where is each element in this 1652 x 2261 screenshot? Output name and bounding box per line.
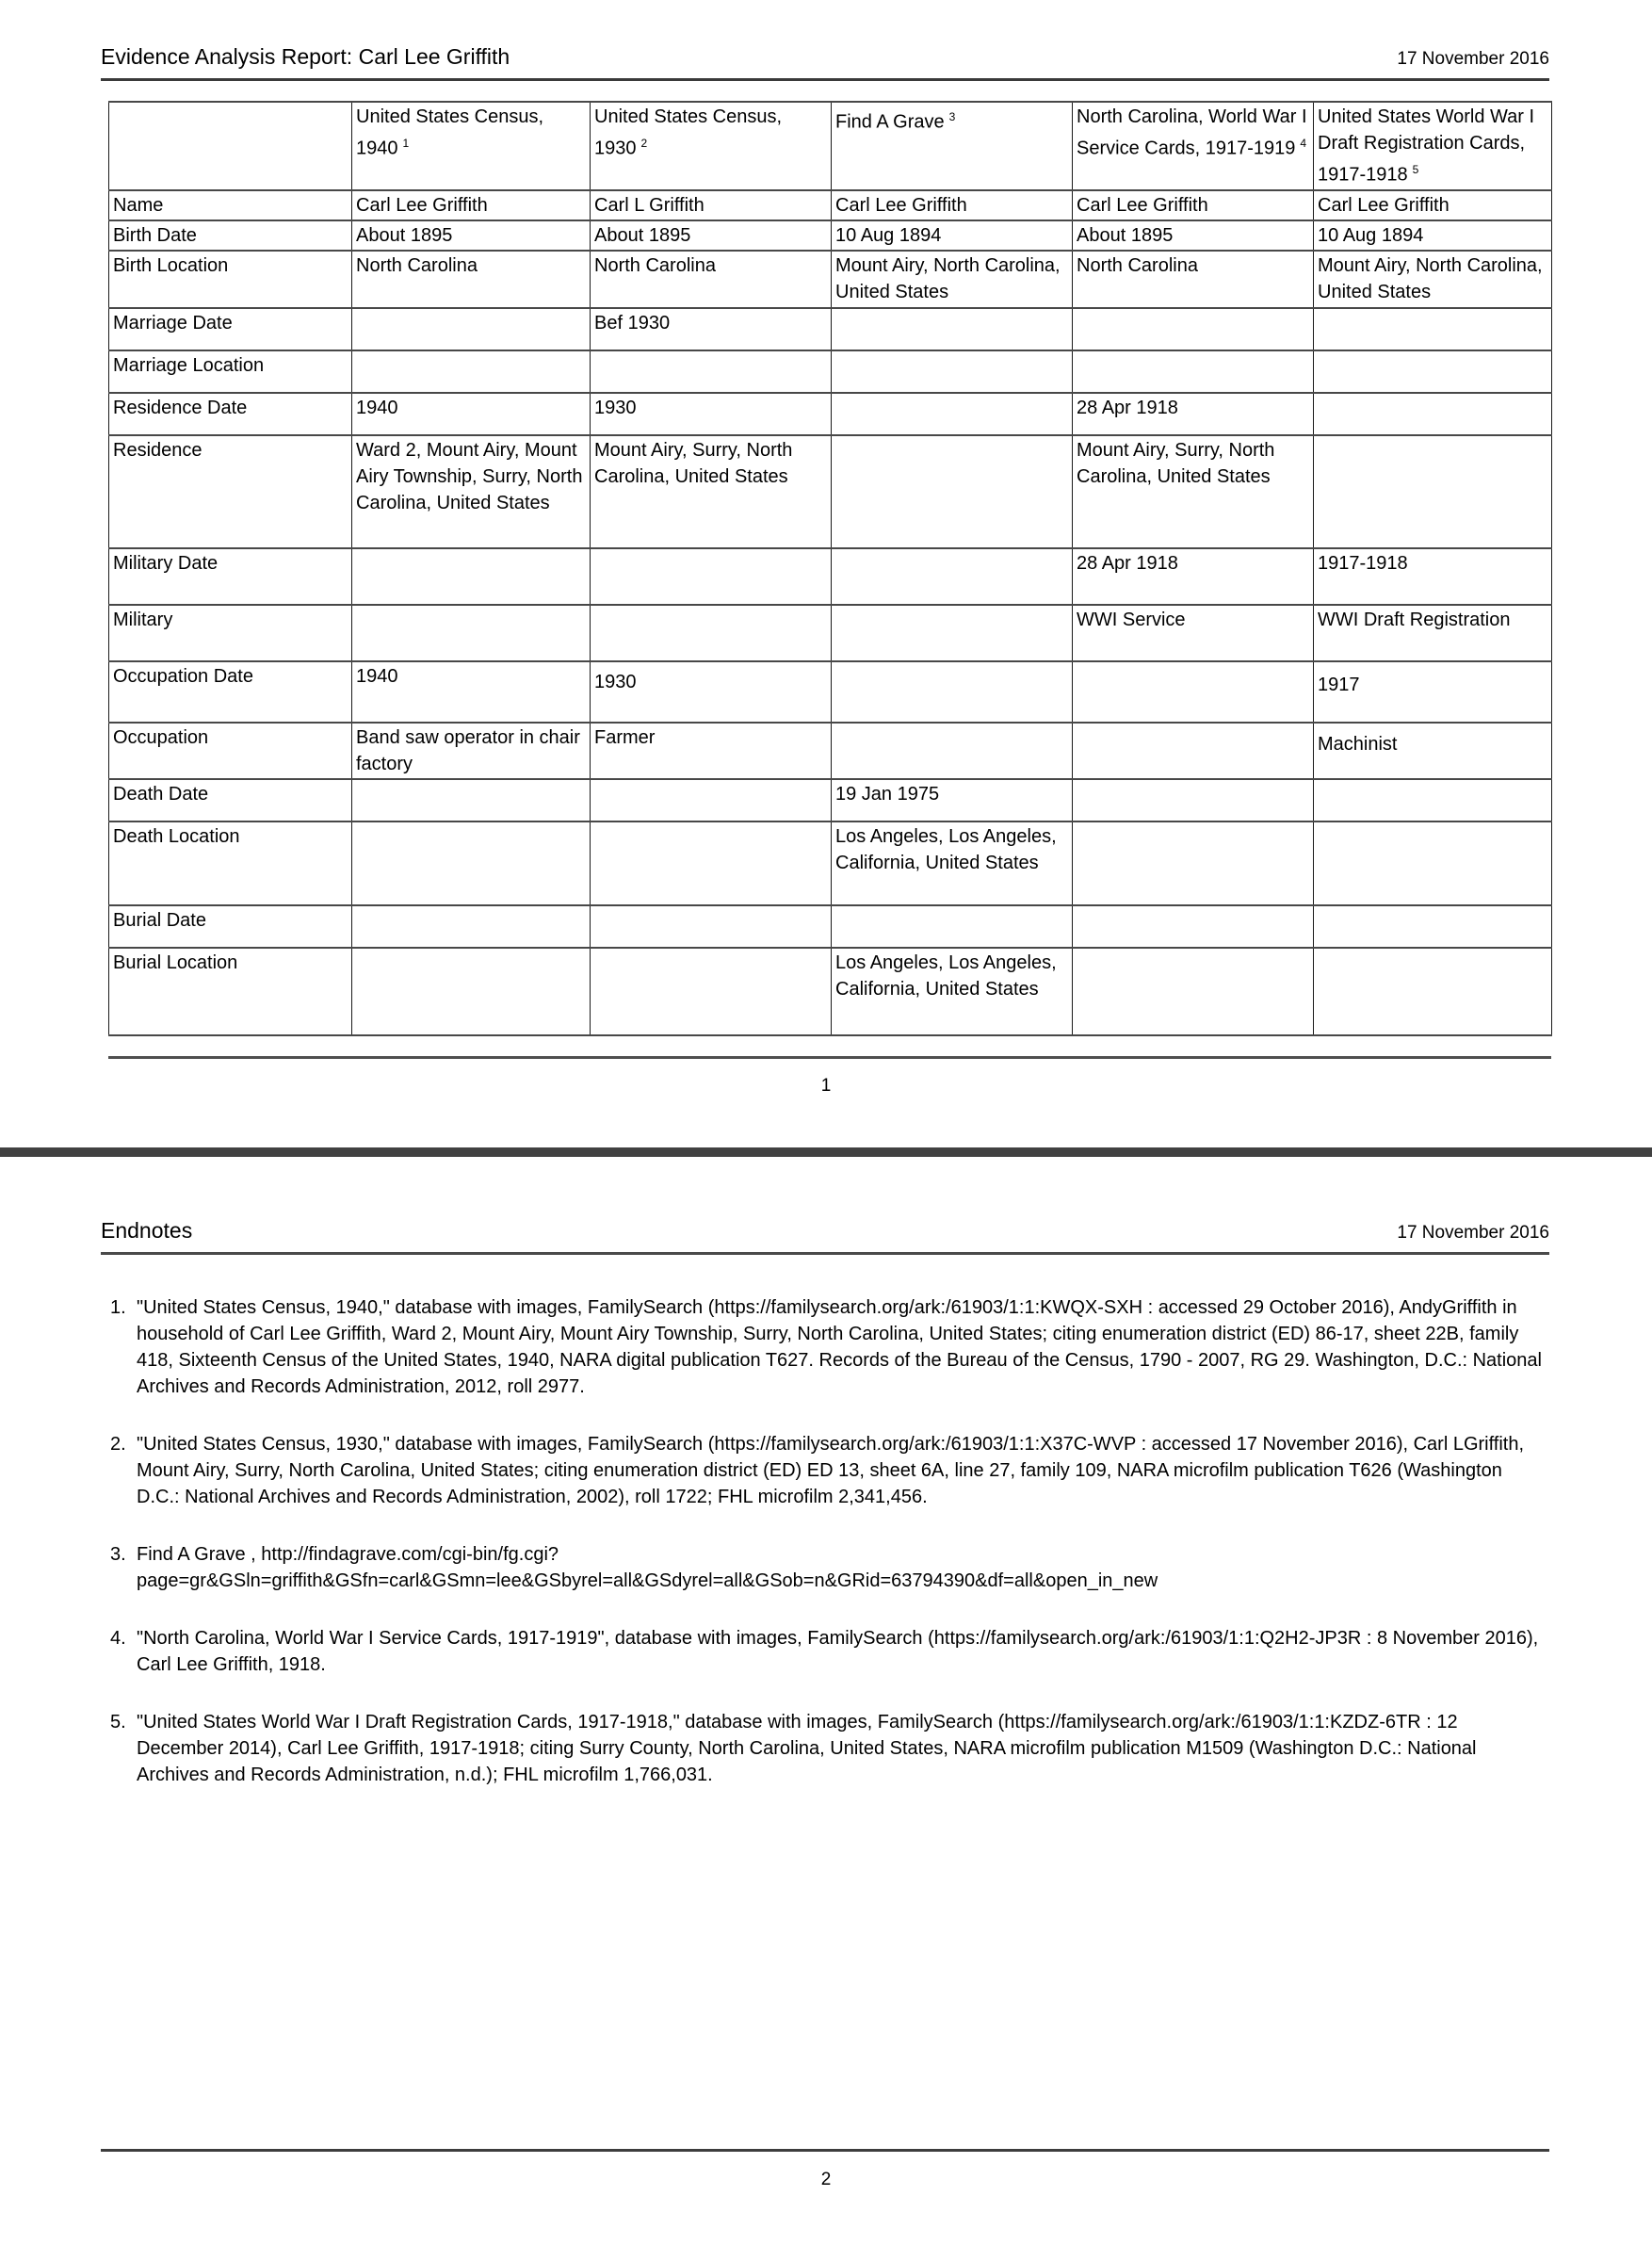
endnote-item bbox=[101, 1625, 1545, 1678]
table-cell: 19 Jan 1975 bbox=[832, 779, 1073, 821]
table-cell: Carl L Griffith bbox=[591, 190, 832, 220]
table-cell: North Carolina bbox=[1073, 251, 1314, 308]
table-cell: WWI Service bbox=[1073, 605, 1314, 661]
endnote-ref: 2 bbox=[640, 137, 648, 150]
table-cell bbox=[832, 605, 1073, 661]
endnote-number: 5. bbox=[110, 1712, 126, 1732]
endnote-item bbox=[101, 1709, 1545, 1788]
page-number: 2 bbox=[820, 2170, 832, 2189]
endnote-text: "North Carolina, World War I Service Cards, 1917-1919", database with images, FamilySearch (https://familysearch.org/ark:/61903/1:1:Q2H2-JP3R : 8 November 2016), Carl Lee Griffith, 1918. bbox=[137, 1628, 1539, 1675]
table-cell: 1917-1918 bbox=[1314, 548, 1552, 605]
table-cell bbox=[1073, 350, 1314, 393]
table-cell bbox=[352, 548, 591, 605]
table-cell: 28 Apr 1918 bbox=[1073, 548, 1314, 605]
table-row bbox=[109, 251, 1552, 308]
table-row bbox=[109, 190, 1552, 220]
table-cell bbox=[1073, 905, 1314, 948]
table-cell: North Carolina bbox=[591, 251, 832, 308]
comparison-table bbox=[108, 101, 1552, 1036]
row-label: Military Date bbox=[109, 548, 352, 605]
endnote-item bbox=[101, 1294, 1545, 1400]
table-cell: Los Angeles, Los Angeles, California, United States bbox=[832, 948, 1073, 1035]
table-cell: Carl Lee Griffith bbox=[832, 190, 1073, 220]
endnote-item bbox=[101, 1541, 1545, 1594]
page1-footer-rule bbox=[108, 1056, 1551, 1059]
table-cell bbox=[1073, 779, 1314, 821]
row-label: Death Location bbox=[109, 821, 352, 905]
endnote-number: 4. bbox=[110, 1628, 126, 1649]
table-row bbox=[109, 350, 1552, 393]
page1-header bbox=[101, 45, 1549, 81]
endnote-ref: 5 bbox=[1412, 163, 1419, 176]
table-cell: 1917 bbox=[1314, 661, 1552, 723]
table-cell bbox=[591, 548, 832, 605]
table-cell: Mount Airy, Surry, North Carolina, United States bbox=[1073, 435, 1314, 548]
table-cell: North Carolina bbox=[352, 251, 591, 308]
table-cell bbox=[832, 723, 1073, 779]
source-title: Find A Grave bbox=[835, 111, 945, 133]
table-cell bbox=[1073, 723, 1314, 779]
table-cell: Machinist bbox=[1314, 723, 1552, 779]
table-cell bbox=[832, 661, 1073, 723]
endnote-text: "United States Census, 1930," database with images, FamilySearch (https://familysearch.org/ark:/61903/1:1:X37C-WVP : accessed 17 November 2016), Carl LGriffith, Mount Airy, Surry, North Carolina, United States; citing enumeration district (ED) ED 13, sheet 6A, line 27, family 109, NARA microfilm publication T626 (Washington D.C.: National Archives and Records Administration, 2002), roll 1722; FHL microfilm 2,341,456. bbox=[137, 1434, 1525, 1507]
table-cell bbox=[591, 350, 832, 393]
row-label: Marriage Date bbox=[109, 308, 352, 350]
table-cell: 1940 bbox=[352, 393, 591, 435]
corner-cell bbox=[109, 102, 352, 190]
endnote-text: "United States World War I Draft Registration Cards, 1917-1918," database with images, FamilySearch (https://familysearch.org/ark:/61903/1:1:KZDZ-6TR : 12 December 2014), Carl Lee Griffith, 1917-1918; citing Surry County, North Carolina, United States, NARA microfilm publication M1509 (Washington D.C.: National Archives and Records Administration, n.d.); FHL microfilm 1,766,031. bbox=[137, 1712, 1477, 1785]
table-cell bbox=[1314, 393, 1552, 435]
endnote-ref: 4 bbox=[1300, 137, 1307, 150]
table-cell bbox=[832, 308, 1073, 350]
row-label: Occupation Date bbox=[109, 661, 352, 723]
table-cell: Band saw operator in chair factory bbox=[352, 723, 591, 779]
table-cell bbox=[352, 948, 591, 1035]
table-row bbox=[109, 393, 1552, 435]
table-cell bbox=[591, 948, 832, 1035]
table-cell: 10 Aug 1894 bbox=[832, 220, 1073, 251]
endnote-ref: 1 bbox=[402, 137, 410, 150]
table-cell bbox=[1073, 308, 1314, 350]
row-label: Residence bbox=[109, 435, 352, 548]
table-cell: 1940 bbox=[352, 661, 591, 723]
row-label: Residence Date bbox=[109, 393, 352, 435]
table-cell: Los Angeles, Los Angeles, California, United States bbox=[832, 821, 1073, 905]
table-cell bbox=[591, 821, 832, 905]
table-cell: About 1895 bbox=[352, 220, 591, 251]
row-label: Name bbox=[109, 190, 352, 220]
row-label: Death Date bbox=[109, 779, 352, 821]
table-header-row bbox=[109, 102, 1552, 190]
table-cell: Bef 1930 bbox=[591, 308, 832, 350]
table-row bbox=[109, 435, 1552, 548]
table-cell bbox=[1314, 779, 1552, 821]
table-cell bbox=[832, 905, 1073, 948]
table-cell: Ward 2, Mount Airy, Mount Airy Township, Surry, North Carolina, United States bbox=[352, 435, 591, 548]
page2-footer-rule bbox=[101, 2149, 1549, 2152]
table-cell: WWI Draft Registration bbox=[1314, 605, 1552, 661]
row-label: Occupation bbox=[109, 723, 352, 779]
endnote-number: 2. bbox=[110, 1434, 126, 1455]
table-cell bbox=[1314, 948, 1552, 1035]
row-label: Birth Location bbox=[109, 251, 352, 308]
table-cell: Mount Airy, North Carolina, United States bbox=[1314, 251, 1552, 308]
table-cell bbox=[352, 779, 591, 821]
table-cell bbox=[1314, 435, 1552, 548]
report-date: 17 November 2016 bbox=[1397, 49, 1549, 69]
table-cell: 28 Apr 1918 bbox=[1073, 393, 1314, 435]
table-cell bbox=[1314, 821, 1552, 905]
table-cell bbox=[352, 905, 591, 948]
table-row bbox=[109, 220, 1552, 251]
row-label: Burial Location bbox=[109, 948, 352, 1035]
endnote-text: "United States Census, 1940," database with images, FamilySearch (https://familysearch.org/ark:/61903/1:1:KWQX-SXH : accessed 29 October 2016), AndyGriffith in household of Carl Lee Griffith, Ward 2, Mount Airy, Mount Airy Township, Surry, North Carolina, United States; citing enumeration district (ED) 86-17, sheet 22B, family 418, Sixteenth Census of the United States, 1940, NARA digital publication T627. Records of the Bureau of the Census, 1790 - 2007, RG 29. Washington, D.C.: National Archives and Records Administration, 2012, roll 2977. bbox=[137, 1297, 1542, 1397]
table-cell: About 1895 bbox=[1073, 220, 1314, 251]
page-number: 1 bbox=[820, 1076, 832, 1096]
source-title: United States Census, 1930 bbox=[594, 106, 782, 159]
table-cell: Mount Airy, Surry, North Carolina, United States bbox=[591, 435, 832, 548]
endnote-text: Find A Grave , http://findagrave.com/cgi-bin/fg.cgi?page=gr&GSln=griffith&GSfn=carl&GSmn=lee&GSbyrel=all&GSdyrel=all&GSob=n&GRid=63794390&df=all&open_in_new bbox=[137, 1544, 1158, 1591]
table-row bbox=[109, 723, 1552, 779]
table-cell: Carl Lee Griffith bbox=[1073, 190, 1314, 220]
row-label: Birth Date bbox=[109, 220, 352, 251]
source-title: United States World War I Draft Registration Cards, 1917-1918 bbox=[1318, 106, 1535, 186]
table-cell bbox=[591, 779, 832, 821]
endnote-number: 1. bbox=[110, 1297, 126, 1318]
table-row bbox=[109, 905, 1552, 948]
table-cell bbox=[1073, 821, 1314, 905]
endnote-item bbox=[101, 1431, 1545, 1510]
table-cell bbox=[591, 905, 832, 948]
table-row bbox=[109, 948, 1552, 1035]
table-cell bbox=[832, 393, 1073, 435]
table-cell: Farmer bbox=[591, 723, 832, 779]
report-date: 17 November 2016 bbox=[1397, 1223, 1549, 1243]
page-separator bbox=[0, 1147, 1652, 1157]
source-header bbox=[352, 102, 591, 190]
table-cell bbox=[1073, 661, 1314, 723]
table-cell bbox=[1314, 308, 1552, 350]
table-cell bbox=[1073, 948, 1314, 1035]
page-title: Evidence Analysis Report: Carl Lee Griffith bbox=[101, 44, 510, 69]
endnote-number: 3. bbox=[110, 1544, 126, 1565]
table-cell bbox=[352, 821, 591, 905]
source-header bbox=[591, 102, 832, 190]
source-header bbox=[1073, 102, 1314, 190]
endnote-ref: 3 bbox=[948, 110, 956, 123]
table-row bbox=[109, 779, 1552, 821]
table-cell bbox=[832, 350, 1073, 393]
endnotes-list bbox=[101, 1294, 1545, 1819]
source-header bbox=[832, 102, 1073, 190]
table-row bbox=[109, 661, 1552, 723]
table-cell bbox=[1314, 350, 1552, 393]
table-row bbox=[109, 308, 1552, 350]
table-cell bbox=[352, 308, 591, 350]
row-label: Military bbox=[109, 605, 352, 661]
table-cell: 1930 bbox=[591, 393, 832, 435]
table-cell: Mount Airy, North Carolina, United States bbox=[832, 251, 1073, 308]
table-cell bbox=[832, 548, 1073, 605]
table-cell: 1930 bbox=[591, 661, 832, 723]
table-cell bbox=[591, 605, 832, 661]
source-header bbox=[1314, 102, 1552, 190]
table-row bbox=[109, 605, 1552, 661]
table-cell: 10 Aug 1894 bbox=[1314, 220, 1552, 251]
table-cell bbox=[1314, 905, 1552, 948]
table-row bbox=[109, 548, 1552, 605]
table-row bbox=[109, 821, 1552, 905]
table-cell: About 1895 bbox=[591, 220, 832, 251]
table-cell: Carl Lee Griffith bbox=[352, 190, 591, 220]
table-cell bbox=[352, 350, 591, 393]
source-title: North Carolina, World War I Service Cards, 1917-1919 bbox=[1077, 106, 1307, 159]
table-cell: Carl Lee Griffith bbox=[1314, 190, 1552, 220]
table-cell bbox=[352, 605, 591, 661]
row-label: Marriage Location bbox=[109, 350, 352, 393]
endnotes-heading: Endnotes bbox=[101, 1218, 193, 1243]
source-title: United States Census, 1940 bbox=[356, 106, 543, 159]
table-cell bbox=[832, 435, 1073, 548]
page2-header bbox=[101, 1219, 1549, 1255]
row-label: Burial Date bbox=[109, 905, 352, 948]
